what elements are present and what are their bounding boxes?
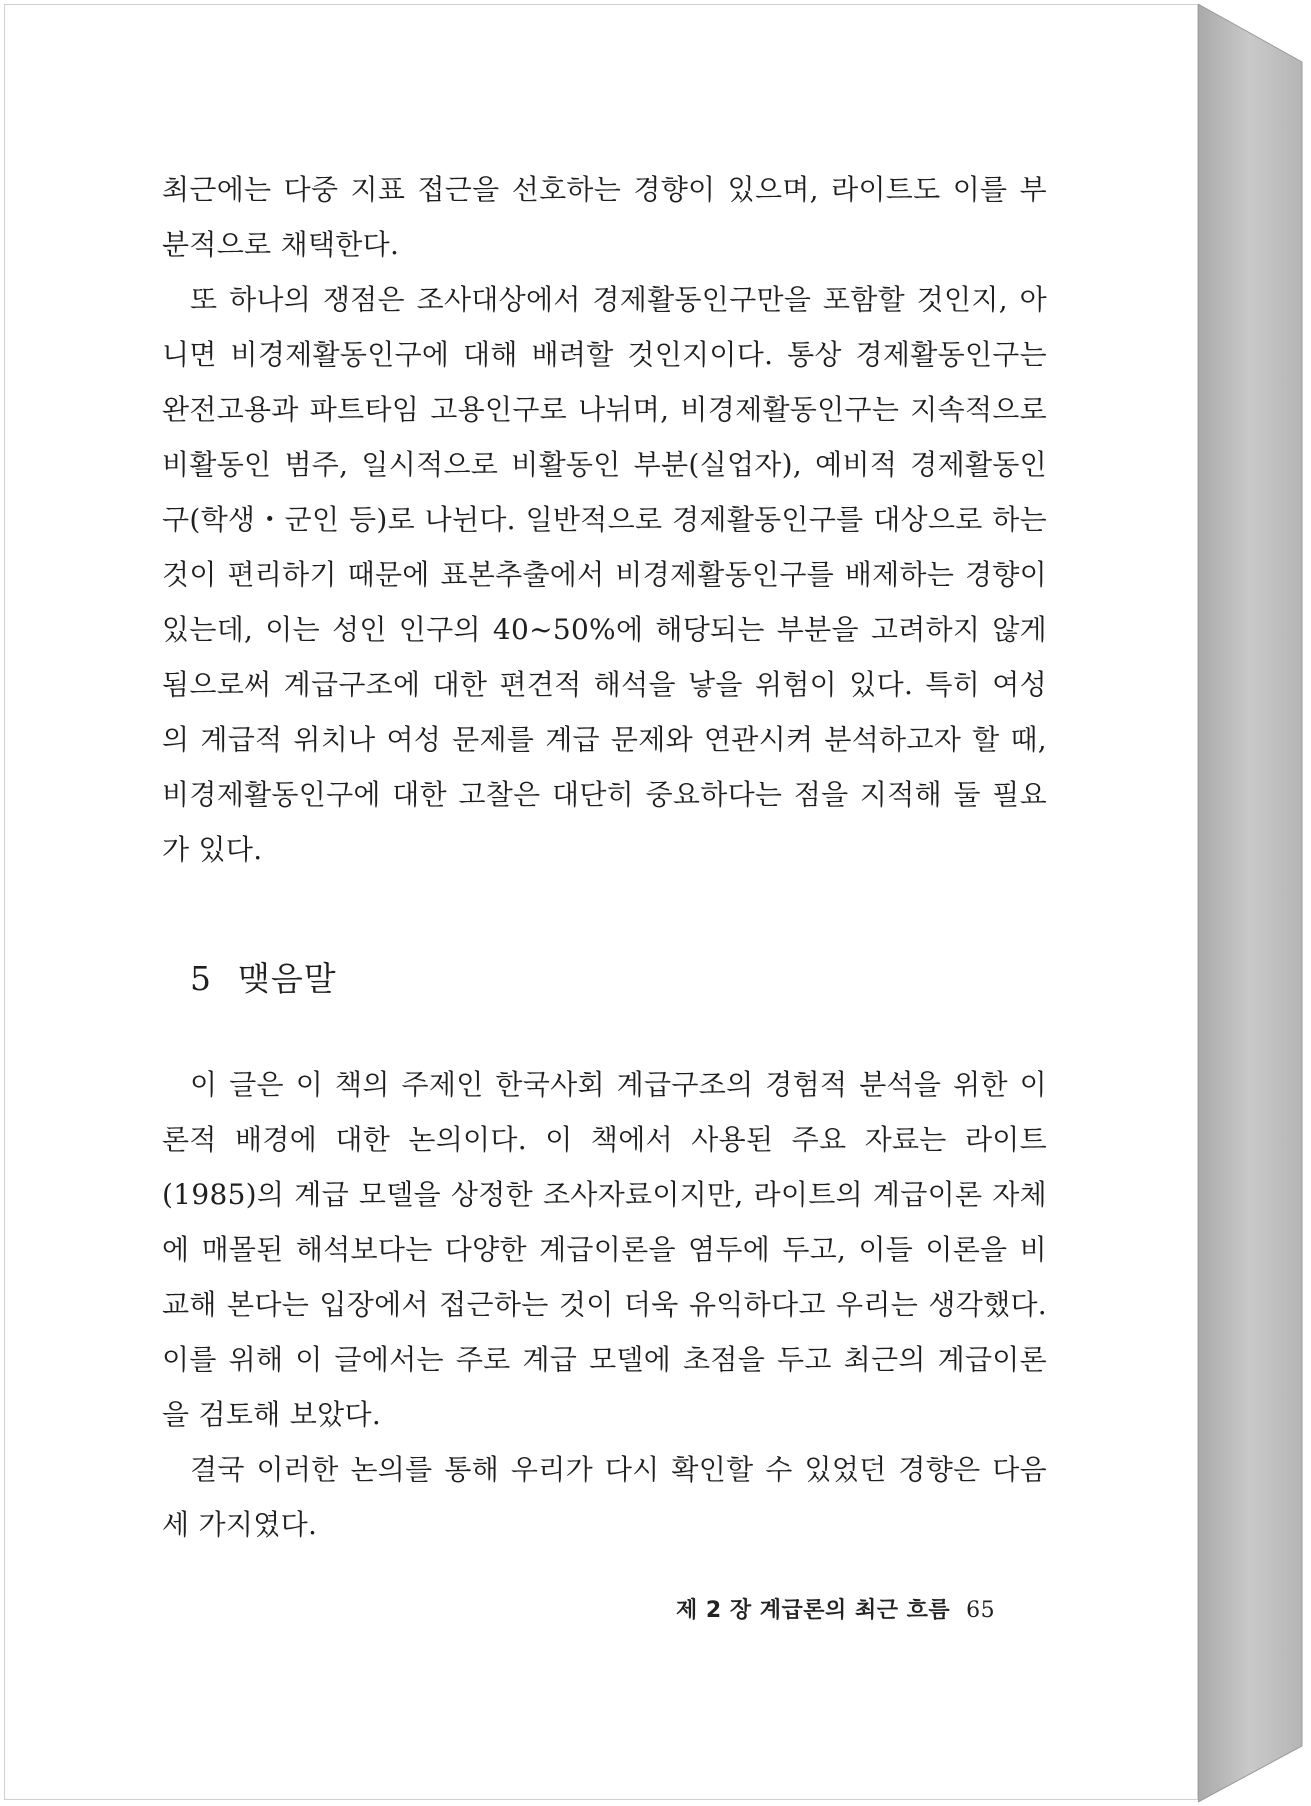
body-text-upper	[162, 162, 1047, 877]
paragraph-conclusion-intro: 이 글은 이 책의 주제인 한국사회 계급구조의 경험적 분석을 위한 이론적 배경에 대한 논의이다. 이 책에서 사용된 주요 자료는 라이트(1985)의 계급 모델을 상정한 조사자료이지만, 라이트의 계급이론 자체에 매몰된 해석보다는 다양한 계급이론을 염두에 두고, 이들 이론을 비교해 본다는 입장에서 접근하는 것이 더욱 유익하다고 우리는 생각했다. 이를 위해 이 글에서는 주로 계급 모델에 초점을 두고 최근의 계급이론을 검토해 보았다.	[162, 1068, 1047, 1431]
book-thickness-edge	[1198, 0, 1310, 1806]
section-number: 5	[190, 959, 212, 998]
body-text-lower	[162, 1057, 1047, 1552]
paragraph-continued: 최근에는 다중 지표 접근을 선호하는 경향이 있으며, 라이트도 이를 부분적으로 채택한다.	[162, 173, 1047, 261]
section-heading	[190, 953, 337, 1000]
paragraph-economic-activity: 또 하나의 쟁점은 조사대상에서 경제활동인구만을 포함할 것인지, 아니면 비경제활동인구에 대해 배려할 것인지이다. 통상 경제활동인구는 완전고용과 파트타임 고용인구로 나뉘며, 비경제활동인구는 지속적으로 비활동인 범주, 일시적으로 비활동인 부분(실업자), 예비적 경제활동인구(학생・군인 등)로 나뉜다. 일반적으로 경제활동인구를 대상으로 하는 것이 편리하기 때문에 표본추출에서 비경제활동인구를 배제하는 경향이 있는데, 이는 성인 인구의 40~50%에 해당되는 부분을 고려하지 않게 됨으로써 계급구조에 대한 편견적 해석을 낳을 위험이 있다. 특히 여성의 계급적 위치나 여성 문제를 계급 문제와 연관시켜 분석하고자 할 때, 비경제활동인구에 대한 고찰은 대단히 중요하다는 점을 지적해 둘 필요가 있다.	[162, 283, 1047, 866]
paragraph-conclusion-trends: 결국 이러한 논의를 통해 우리가 다시 확인할 수 있었던 경향은 다음 세 가지였다.	[162, 1453, 1047, 1541]
page-number: 65	[966, 1598, 996, 1623]
running-footer	[676, 1593, 995, 1624]
section-title: 맺음말	[238, 959, 337, 998]
chapter-label: 제 2 장 계급론의 최근 흐름	[676, 1598, 951, 1623]
